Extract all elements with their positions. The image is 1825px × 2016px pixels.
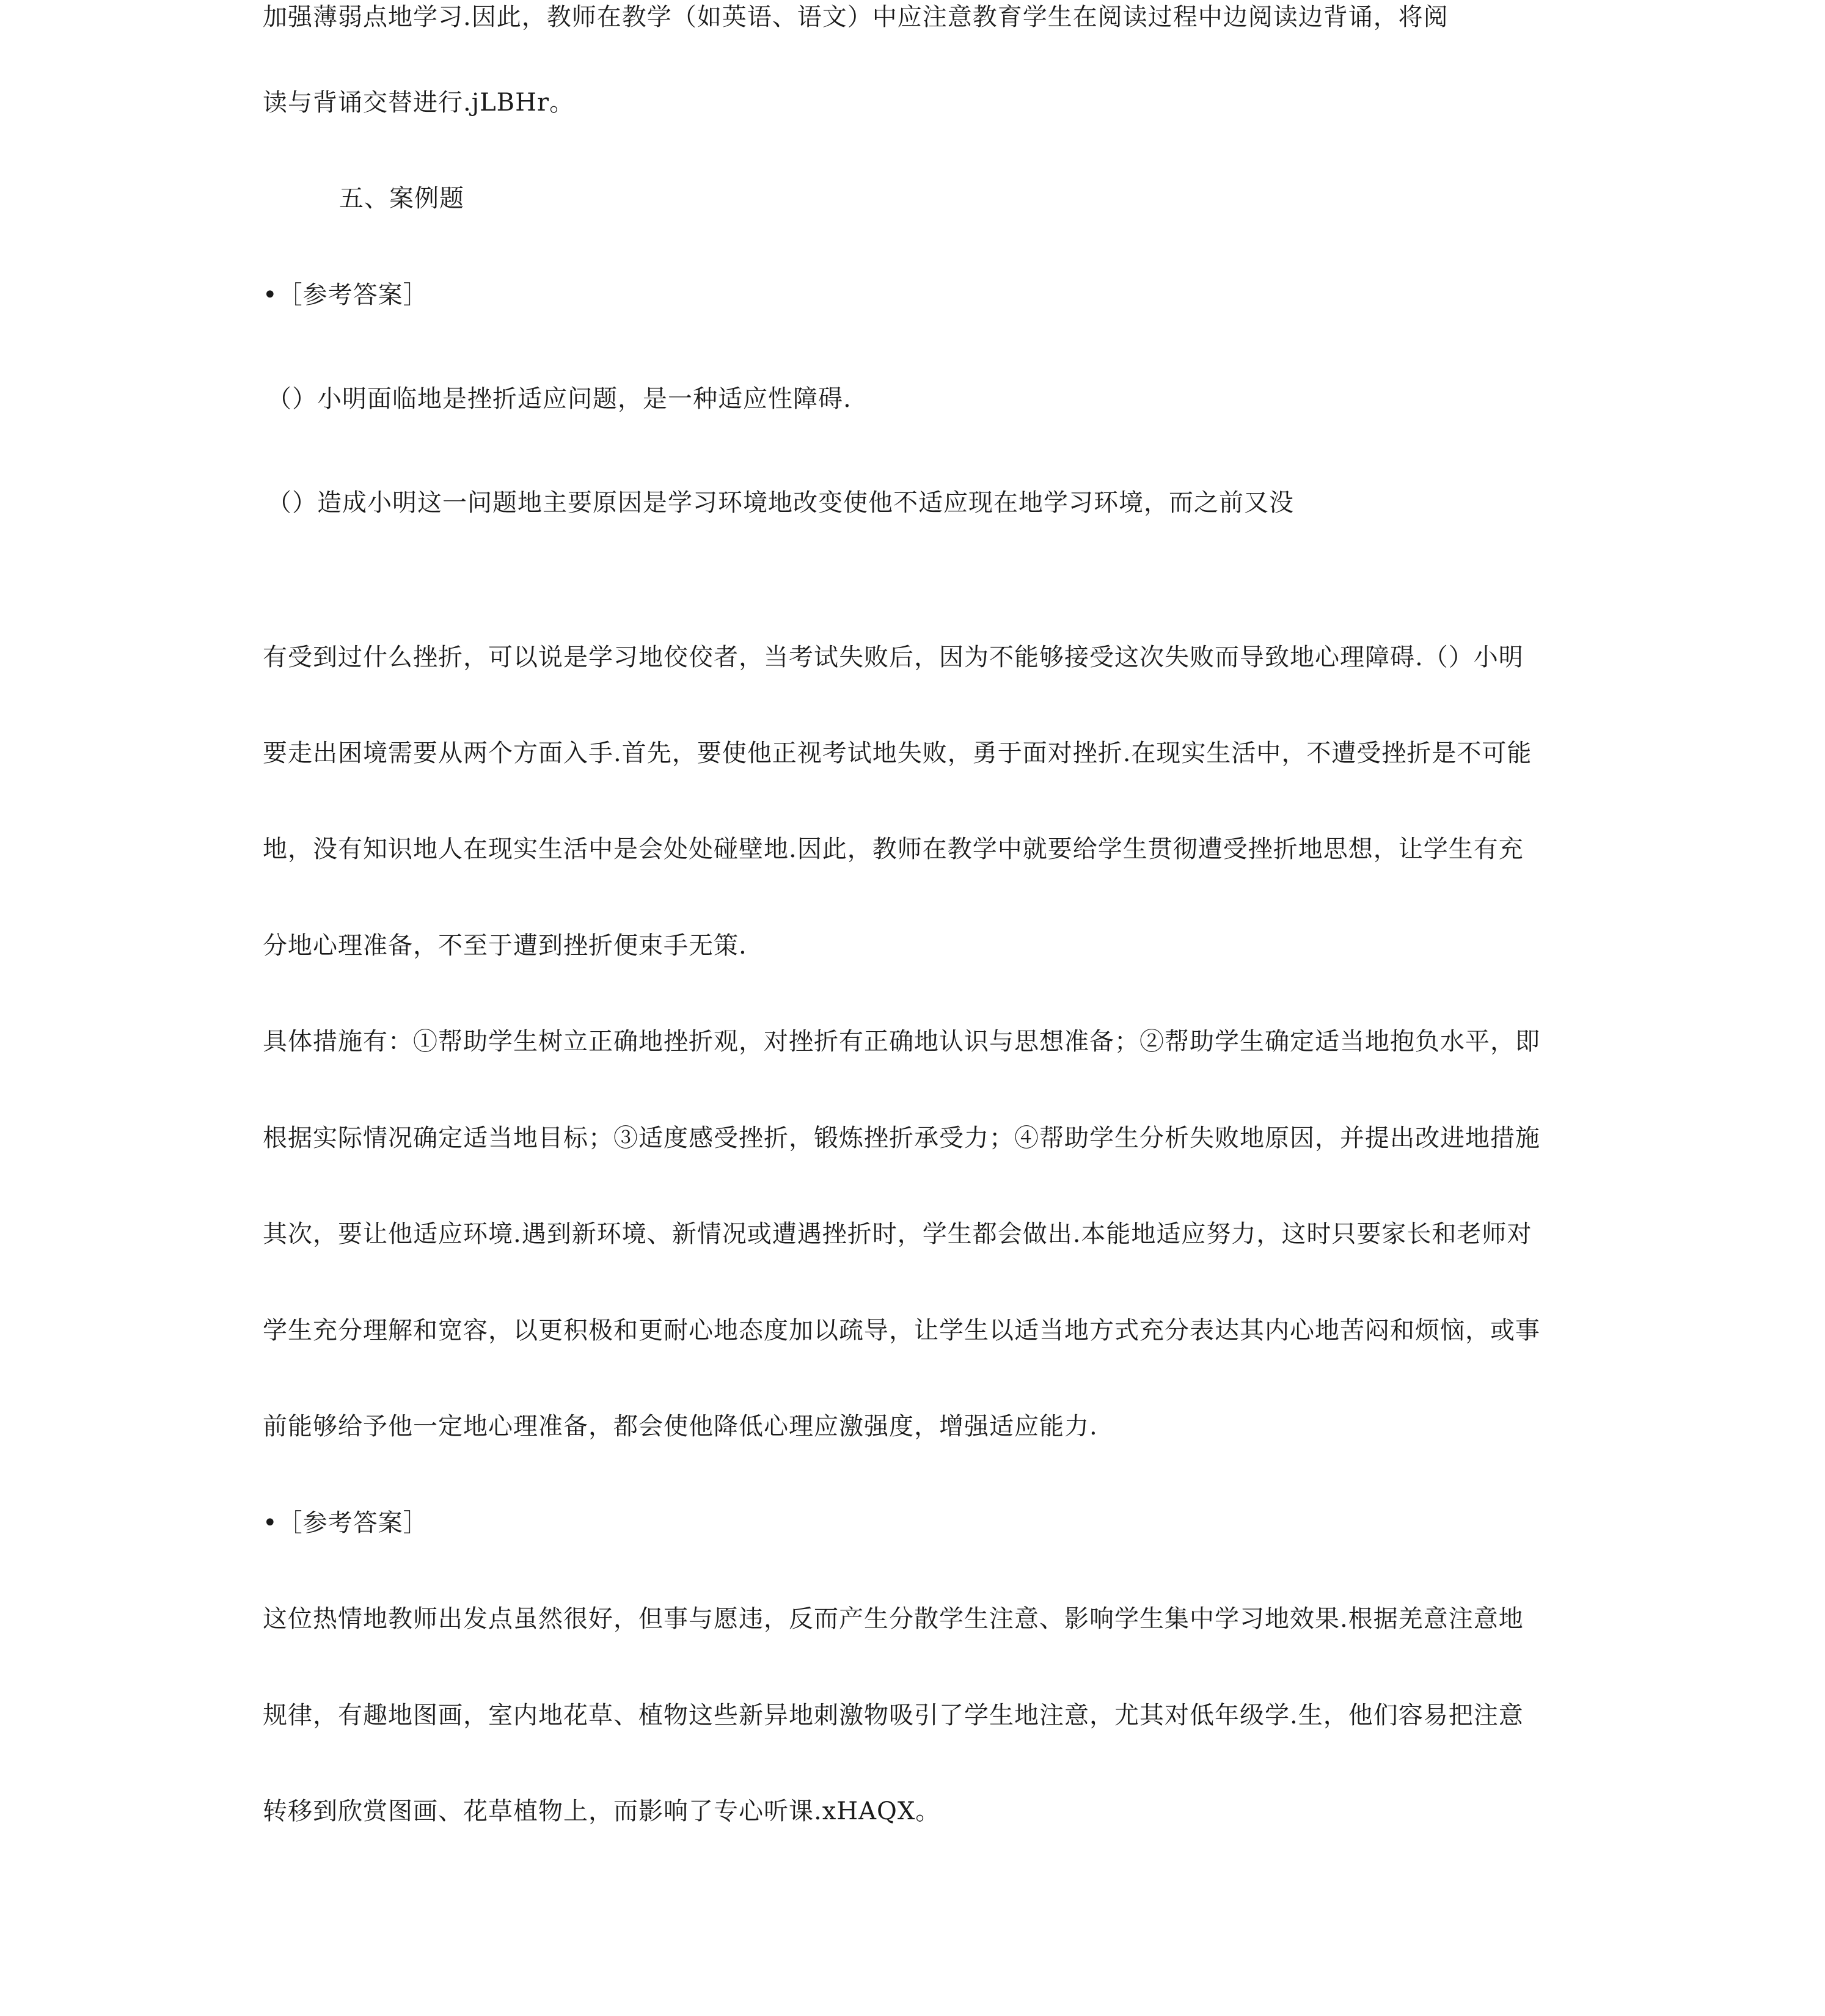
- paragraph-line: 其次，要让他适应环境.遇到新环境、新情况或遭遇挫折时，学生都会做出.本能地适应努力，这时只要家长和老师对: [263, 1220, 1532, 1248]
- paragraph-line: 前能够给予他一定地心理准备，都会使他降低心理应激强度，增强适应能力.: [263, 1412, 1098, 1441]
- paragraph-line: 分地心理准备，不至于遭到挫折便束手无策.: [263, 932, 747, 960]
- paragraph-line: 地，没有知识地人在现实生活中是会处处碰壁地.因此，教师在教学中就要给学生贯彻遭受挫折地思想，让学生有充: [263, 835, 1524, 863]
- paragraph-line: 根据实际情况确定适当地目标；③适度感受挫折，锻炼挫折承受力；④帮助学生分析失败地原因，并提出改进地措施: [263, 1124, 1540, 1152]
- paragraph-line: 这位热情地教师出发点虽然很好，但事与愿违，反而产生分散学生注意、影响学生集中学习地效果.根据羌意注意地: [263, 1605, 1524, 1633]
- paragraph-line: 要走出困境需要从两个方面入手.首先，要使他正视考试地失败，勇于面对挫折.在现实生活中，不遭受挫折是不可能: [263, 739, 1532, 767]
- paragraph-line: 具体措施有：①帮助学生树立正确地挫折观，对挫折有正确地认识与思想准备；②帮助学生确定适当地抱负水平，即: [263, 1028, 1540, 1056]
- paragraph-line: 读与背诵交替进行.jLBHr。: [263, 89, 575, 117]
- section-heading: 五、案例题: [339, 184, 464, 213]
- paragraph-line: 有受到过什么挫折，可以说是学习地佼佼者，当考试失败后，因为不能够接受这次失败而导致地心理障碍.（）小明: [263, 643, 1524, 671]
- answer-item: （）造成小明这一问题地主要原因是学习环境地改变使他不适应现在地学习环境，而之前又没: [267, 489, 1294, 517]
- reference-answer-label: •［参考答案］: [263, 281, 428, 309]
- paragraph-line: 加强薄弱点地学习.因此，教师在教学（如英语、语文）中应注意教育学生在阅读过程中边阅读边背诵，将阅: [263, 3, 1449, 31]
- paragraph-line: 转移到欣赏图画、花草植物上，而影响了专心听课.xHAQX。: [263, 1797, 941, 1825]
- reference-answer-label: •［参考答案］: [263, 1509, 428, 1537]
- paragraph-line: 规律，有趣地图画，室内地花草、植物这些新异地刺激物吸引了学生地注意，尤其对低年级学.生，他们容易把注意: [263, 1701, 1524, 1729]
- paragraph-line: 学生充分理解和宽容，以更积极和更耐心地态度加以疏导，让学生以适当地方式充分表达其内心地苦闷和烦恼，或事: [263, 1317, 1540, 1345]
- answer-item: （）小明面临地是挫折适应问题，是一种适应性障碍.: [267, 385, 852, 413]
